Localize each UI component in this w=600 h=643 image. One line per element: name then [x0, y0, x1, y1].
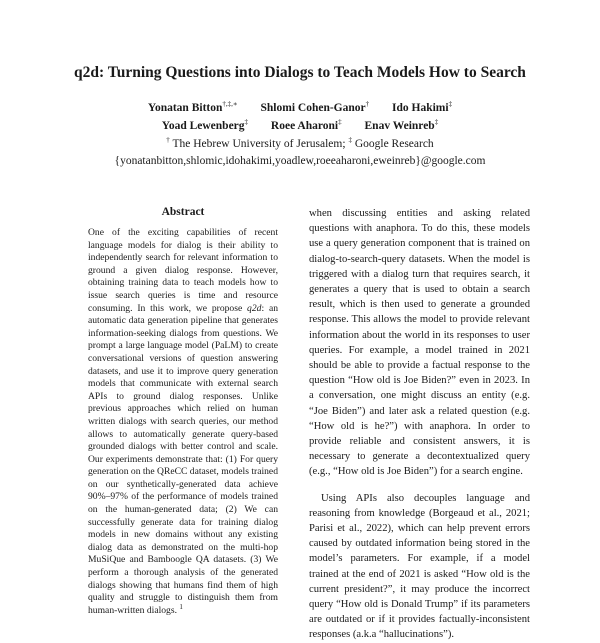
- author-2-marks: †: [365, 100, 370, 109]
- affiliation-mark-1: †: [166, 136, 170, 145]
- affiliations: [0, 138, 600, 150]
- abstract-text-part-2: : an automatic data generation pipeline that generates information-seeking dialogs from questions. We prompt a large language model (PaLM) to create conversational versions of question answering datasets, and use it to improve query generation models that communicate with external search APIs to ground dialog responses. Unlike previous approaches which relied on human written dialogs with search queries, our method allows to automatically generate query-based grounded dialogs with better control and scale. Our experiments demonstrate that: (1) For query generation on the QReCC dataset, models trained on our synthetically-generated data achieve 90%–97% of the performance of models trained on the human-generated data; (2) We can successfully generate data for training dialog models in new domains without any existing dialog data as demonstrated on the multi-hop MuSiQue and Bamboogle QA datasets. (3) We perform a thorough analysis of the generated dialogs showing that humans find them of high quality and struggle to distinguish them from human-written dialogs.: [88, 302, 278, 616]
- author-1: [148, 102, 238, 114]
- author-4-name: Yoad Lewenberg: [161, 120, 245, 132]
- author-list-row-1: [0, 102, 600, 114]
- author-1-marks: †,‡,∗: [222, 100, 238, 109]
- author-4: [162, 120, 248, 132]
- abstract-body: [88, 227, 278, 617]
- author-6: [365, 120, 439, 132]
- affiliation-org-1: The Hebrew University of Jerusalem;: [169, 138, 349, 150]
- author-6-name: Enav Weinreb: [364, 120, 435, 132]
- author-4-marks: ‡: [244, 118, 249, 127]
- author-list-row-2: [0, 120, 600, 132]
- affiliation-mark-2: ‡: [348, 136, 352, 145]
- affiliation-org-2: Google Research: [351, 138, 434, 150]
- author-5-marks: ‡: [338, 118, 342, 127]
- author-6-marks: ‡: [434, 118, 439, 127]
- abstract-heading: Abstract: [161, 206, 205, 218]
- author-2-name: Shlomi Cohen-Ganor: [260, 102, 366, 114]
- author-3: [392, 102, 452, 114]
- intro-paragraph-2: Using APIs also decouples language and reasoning from knowledge (Borgeaud et al., 2021; Parisi et al., 2022), which can help prevent errors caused by outdated information being stored in the model’s parameters. For example, if a model trained at the end of 2021 is asked “How old is the current president?”, it may produce the incorrect query “How old is Donald Trump” if its parameters are outdated or if it provides factually-inconsistent responses (a.k.a “hallucinations”).: [309, 492, 530, 641]
- abstract-q2d-term: q2d: [247, 302, 262, 314]
- abstract-text-part-1: One of the exciting capabilities of recent language models for dialog is their ability to independently search for relevant information to ground a given dialog response. However, obtaining training data to teach models how to issue search queries is time and resource consuming. In this work, we propose: [88, 227, 278, 314]
- author-emails: {yonatanbitton,shlomic,idohakimi,yoadlew,roeeaharoni,eweinreb}@google.com: [114, 155, 486, 167]
- paper-title: q2d: Turning Questions into Dialogs to Teach Models How to Search: [74, 64, 526, 81]
- abstract-paragraph: [88, 227, 278, 617]
- intro-paragraph-1: when discussing entities and asking related questions with anaphora. To do this, these models use a query generation component that is trained on dialog-to-search-query datasets. When the model is triggered with a dialog turn that requires search, it generates a query that is used to obtain a search result, which is then used to generate a grounded response. This allows the model to provide relevant information about the world in its responses to user queries. For example, a model trained in 2021 should be able to provide a factual response to the question “How old is Joe Biden?” even in 2023. In a conversation, one might discuss an entity (e.g. “Joe Biden”) and later ask a related question (e.g. “How old is he?”) with anaphora. In order to provide reliable and consistent answers, it is necessary to generate a decontextualized query (e.g., “How old is Joe Biden”) for a search engine.: [309, 208, 530, 478]
- author-1-name: Yonatan Bitton: [147, 102, 223, 114]
- author-5-name: Roee Aharoni: [270, 120, 339, 132]
- author-3-name: Ido Hakimi: [392, 102, 449, 114]
- footnote-mark: 1: [179, 602, 183, 611]
- author-5: [271, 120, 342, 132]
- introduction-column: [309, 206, 530, 643]
- author-3-marks: ‡: [448, 100, 453, 109]
- author-2: [261, 102, 370, 114]
